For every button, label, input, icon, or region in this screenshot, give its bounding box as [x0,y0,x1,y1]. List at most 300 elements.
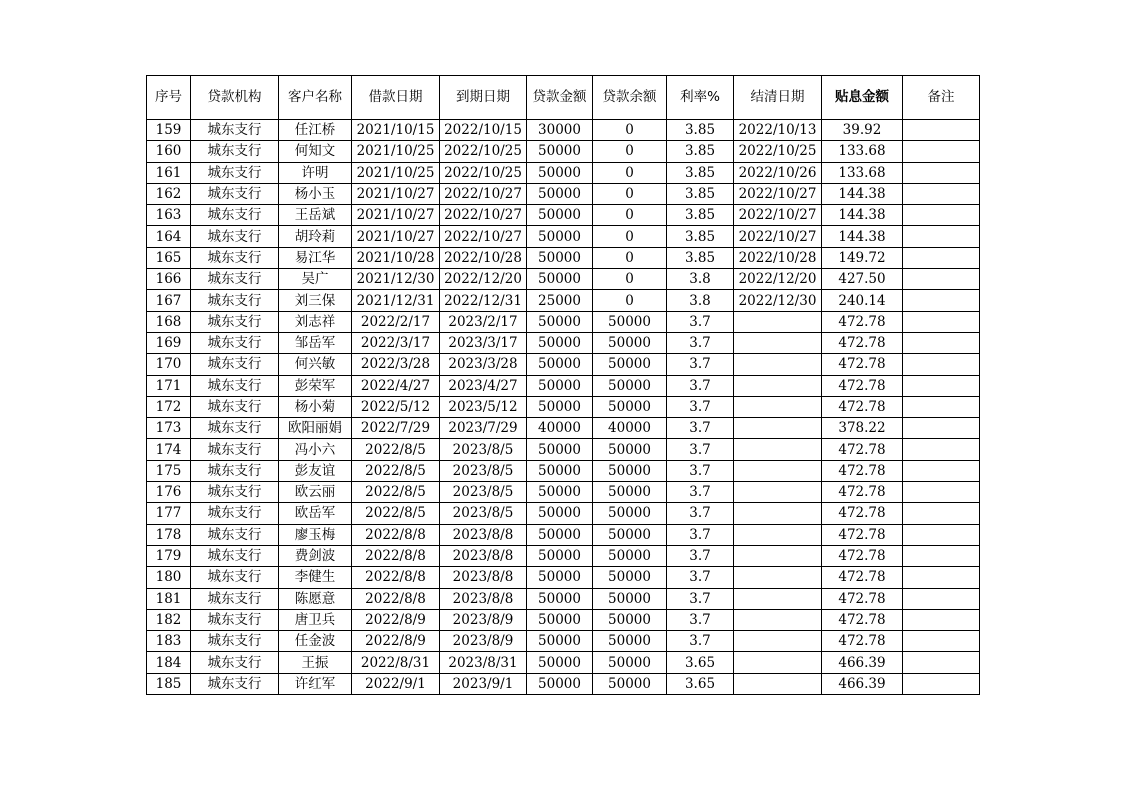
subsidy-cell: 472.78 [822,375,903,396]
col-header-due-date: 到期日期 [440,76,527,120]
lender-cell: 城东支行 [191,524,279,545]
customer-cell: 欧阳丽娟 [279,418,352,439]
due-date-cell: 2023/8/9 [440,609,527,630]
settle-date-cell [734,311,822,332]
subsidy-cell: 472.78 [822,588,903,609]
due-date-cell: 2023/8/8 [440,545,527,566]
rate-cell: 3.7 [667,567,734,588]
index-cell: 167 [147,290,191,311]
loan-amount-cell: 50000 [527,311,593,332]
lender-cell: 城东支行 [191,141,279,162]
subsidy-cell: 472.78 [822,567,903,588]
customer-cell: 杨小玉 [279,183,352,204]
loan-date-cell: 2021/12/30 [352,269,440,290]
header-row [147,76,980,120]
loan-amount-cell: 50000 [527,631,593,652]
settle-date-cell [734,503,822,524]
remark-cell [903,162,980,183]
balance-cell: 50000 [593,652,667,673]
remark-cell [903,609,980,630]
subsidy-cell: 472.78 [822,332,903,353]
customer-cell: 吴广 [279,269,352,290]
index-cell: 169 [147,332,191,353]
table-row [147,354,980,375]
customer-cell: 许明 [279,162,352,183]
loan-date-cell: 2022/9/1 [352,673,440,694]
rate-cell: 3.7 [667,396,734,417]
loan-date-cell: 2022/8/5 [352,460,440,481]
loan-date-cell: 2022/7/29 [352,418,440,439]
remark-cell [903,205,980,226]
subsidy-cell: 472.78 [822,396,903,417]
lender-cell: 城东支行 [191,183,279,204]
lender-cell: 城东支行 [191,439,279,460]
settle-date-cell: 2022/10/26 [734,162,822,183]
remark-cell [903,631,980,652]
due-date-cell: 2023/3/17 [440,332,527,353]
index-cell: 160 [147,141,191,162]
index-cell: 166 [147,269,191,290]
remark-cell [903,588,980,609]
index-cell: 181 [147,588,191,609]
settle-date-cell: 2022/10/27 [734,205,822,226]
rate-cell: 3.7 [667,460,734,481]
settle-date-cell [734,439,822,460]
remark-cell [903,141,980,162]
loan-subsidy-table [146,75,980,695]
rate-cell: 3.8 [667,269,734,290]
due-date-cell: 2022/12/20 [440,269,527,290]
loan-amount-cell: 50000 [527,545,593,566]
rate-cell: 3.7 [667,503,734,524]
table-row [147,609,980,630]
loan-amount-cell: 50000 [527,673,593,694]
balance-cell: 50000 [593,609,667,630]
loan-amount-cell: 50000 [527,439,593,460]
subsidy-cell: 144.38 [822,183,903,204]
customer-cell: 李健生 [279,567,352,588]
remark-cell [903,396,980,417]
loan-amount-cell: 40000 [527,418,593,439]
rate-cell: 3.85 [667,205,734,226]
due-date-cell: 2022/10/27 [440,183,527,204]
balance-cell: 50000 [593,588,667,609]
due-date-cell: 2022/10/25 [440,141,527,162]
due-date-cell: 2023/8/8 [440,567,527,588]
loan-amount-cell: 50000 [527,460,593,481]
table-row [147,396,980,417]
loan-amount-cell: 50000 [527,609,593,630]
rate-cell: 3.8 [667,290,734,311]
lender-cell: 城东支行 [191,396,279,417]
table-row [147,120,980,141]
rate-cell: 3.85 [667,247,734,268]
loan-amount-cell: 50000 [527,226,593,247]
remark-cell [903,418,980,439]
loan-date-cell: 2022/2/17 [352,311,440,332]
lender-cell: 城东支行 [191,226,279,247]
table-row [147,290,980,311]
rate-cell: 3.7 [667,631,734,652]
table-row [147,460,980,481]
loan-amount-cell: 50000 [527,269,593,290]
loan-amount-cell: 50000 [527,567,593,588]
lender-cell: 城东支行 [191,269,279,290]
settle-date-cell [734,375,822,396]
col-header-settle-date: 结清日期 [734,76,822,120]
col-header-rate: 利率% [667,76,734,120]
customer-cell: 杨小菊 [279,396,352,417]
settle-date-cell [734,588,822,609]
due-date-cell: 2022/10/27 [440,205,527,226]
remark-cell [903,375,980,396]
balance-cell: 50000 [593,354,667,375]
col-header-remark: 备注 [903,76,980,120]
index-cell: 171 [147,375,191,396]
settle-date-cell [734,332,822,353]
remark-cell [903,120,980,141]
lender-cell: 城东支行 [191,460,279,481]
remark-cell [903,226,980,247]
loan-date-cell: 2022/3/28 [352,354,440,375]
col-header-subsidy: 贴息金额 [822,76,903,120]
index-cell: 173 [147,418,191,439]
settle-date-cell [734,482,822,503]
customer-cell: 胡玲莉 [279,226,352,247]
loan-amount-cell: 50000 [527,375,593,396]
settle-date-cell [734,524,822,545]
customer-cell: 费剑波 [279,545,352,566]
table-row [147,269,980,290]
remark-cell [903,673,980,694]
customer-cell: 任江桥 [279,120,352,141]
subsidy-cell: 472.78 [822,524,903,545]
loan-date-cell: 2021/10/27 [352,226,440,247]
loan-date-cell: 2022/8/8 [352,588,440,609]
index-cell: 182 [147,609,191,630]
table-row [147,247,980,268]
subsidy-cell: 472.78 [822,354,903,375]
due-date-cell: 2023/8/31 [440,652,527,673]
rate-cell: 3.7 [667,375,734,396]
customer-cell: 彭友谊 [279,460,352,481]
lender-cell: 城东支行 [191,673,279,694]
remark-cell [903,247,980,268]
loan-date-cell: 2021/10/27 [352,205,440,226]
lender-cell: 城东支行 [191,311,279,332]
table-row [147,652,980,673]
rate-cell: 3.7 [667,332,734,353]
loan-date-cell: 2021/10/15 [352,120,440,141]
balance-cell: 0 [593,205,667,226]
due-date-cell: 2023/8/8 [440,524,527,545]
settle-date-cell [734,545,822,566]
customer-cell: 何兴敏 [279,354,352,375]
loan-amount-cell: 50000 [527,162,593,183]
rate-cell: 3.7 [667,418,734,439]
index-cell: 164 [147,226,191,247]
rate-cell: 3.85 [667,162,734,183]
loan-amount-cell: 50000 [527,652,593,673]
subsidy-cell: 472.78 [822,631,903,652]
lender-cell: 城东支行 [191,418,279,439]
index-cell: 172 [147,396,191,417]
loan-amount-cell: 50000 [527,503,593,524]
subsidy-cell: 133.68 [822,141,903,162]
rate-cell: 3.7 [667,545,734,566]
lender-cell: 城东支行 [191,290,279,311]
customer-cell: 刘志祥 [279,311,352,332]
balance-cell: 0 [593,183,667,204]
rate-cell: 3.85 [667,183,734,204]
index-cell: 162 [147,183,191,204]
subsidy-cell: 472.78 [822,503,903,524]
loan-amount-cell: 50000 [527,354,593,375]
settle-date-cell: 2022/10/13 [734,120,822,141]
table-row [147,524,980,545]
rate-cell: 3.65 [667,673,734,694]
index-cell: 177 [147,503,191,524]
customer-cell: 邹岳军 [279,332,352,353]
due-date-cell: 2023/8/9 [440,631,527,652]
balance-cell: 0 [593,141,667,162]
remark-cell [903,439,980,460]
loan-amount-cell: 50000 [527,524,593,545]
settle-date-cell [734,396,822,417]
balance-cell: 50000 [593,503,667,524]
subsidy-cell: 133.68 [822,162,903,183]
index-cell: 183 [147,631,191,652]
table-row [147,311,980,332]
subsidy-cell: 472.78 [822,439,903,460]
customer-cell: 王岳斌 [279,205,352,226]
loan-amount-cell: 50000 [527,332,593,353]
rate-cell: 3.7 [667,588,734,609]
index-cell: 170 [147,354,191,375]
settle-date-cell: 2022/12/20 [734,269,822,290]
subsidy-cell: 39.92 [822,120,903,141]
subsidy-cell: 149.72 [822,247,903,268]
subsidy-cell: 472.78 [822,609,903,630]
lender-cell: 城东支行 [191,482,279,503]
settle-date-cell [734,609,822,630]
loan-amount-cell: 50000 [527,396,593,417]
index-cell: 163 [147,205,191,226]
lender-cell: 城东支行 [191,503,279,524]
due-date-cell: 2023/2/17 [440,311,527,332]
balance-cell: 50000 [593,332,667,353]
balance-cell: 0 [593,247,667,268]
customer-cell: 易江华 [279,247,352,268]
index-cell: 168 [147,311,191,332]
balance-cell: 50000 [593,396,667,417]
loan-amount-cell: 50000 [527,141,593,162]
loan-date-cell: 2022/8/8 [352,567,440,588]
customer-cell: 廖玉梅 [279,524,352,545]
balance-cell: 50000 [593,311,667,332]
customer-cell: 刘三保 [279,290,352,311]
balance-cell: 50000 [593,545,667,566]
loan-date-cell: 2022/8/8 [352,524,440,545]
index-cell: 161 [147,162,191,183]
lender-cell: 城东支行 [191,567,279,588]
table-row [147,375,980,396]
due-date-cell: 2023/8/5 [440,503,527,524]
table-row [147,162,980,183]
due-date-cell: 2023/4/27 [440,375,527,396]
remark-cell [903,652,980,673]
due-date-cell: 2023/9/1 [440,673,527,694]
loan-date-cell: 2022/8/31 [352,652,440,673]
loan-amount-cell: 25000 [527,290,593,311]
balance-cell: 0 [593,269,667,290]
balance-cell: 50000 [593,673,667,694]
subsidy-cell: 144.38 [822,226,903,247]
settle-date-cell: 2022/10/27 [734,226,822,247]
due-date-cell: 2023/8/8 [440,588,527,609]
due-date-cell: 2023/8/5 [440,482,527,503]
table-row [147,205,980,226]
subsidy-cell: 466.39 [822,652,903,673]
remark-cell [903,524,980,545]
subsidy-cell: 472.78 [822,460,903,481]
settle-date-cell: 2022/10/28 [734,247,822,268]
lender-cell: 城东支行 [191,205,279,226]
loan-date-cell: 2022/4/27 [352,375,440,396]
subsidy-cell: 472.78 [822,482,903,503]
remark-cell [903,290,980,311]
due-date-cell: 2022/12/31 [440,290,527,311]
index-cell: 159 [147,120,191,141]
balance-cell: 50000 [593,460,667,481]
due-date-cell: 2022/10/27 [440,226,527,247]
subsidy-cell: 472.78 [822,311,903,332]
rate-cell: 3.65 [667,652,734,673]
lender-cell: 城东支行 [191,120,279,141]
settle-date-cell [734,652,822,673]
col-header-lender: 贷款机构 [191,76,279,120]
lender-cell: 城东支行 [191,652,279,673]
loan-amount-cell: 50000 [527,588,593,609]
col-header-index: 序号 [147,76,191,120]
subsidy-cell: 378.22 [822,418,903,439]
index-cell: 179 [147,545,191,566]
settle-date-cell [734,418,822,439]
settle-date-cell [734,354,822,375]
col-header-balance: 贷款余额 [593,76,667,120]
subsidy-cell: 466.39 [822,673,903,694]
index-cell: 174 [147,439,191,460]
loan-date-cell: 2022/5/12 [352,396,440,417]
loan-amount-cell: 50000 [527,482,593,503]
loan-date-cell: 2022/8/8 [352,545,440,566]
table-row [147,141,980,162]
subsidy-cell: 144.38 [822,205,903,226]
subsidy-cell: 240.14 [822,290,903,311]
customer-cell: 何知文 [279,141,352,162]
table-row [147,418,980,439]
customer-cell: 许红军 [279,673,352,694]
loan-date-cell: 2022/8/5 [352,482,440,503]
customer-cell: 陈愿意 [279,588,352,609]
balance-cell: 50000 [593,631,667,652]
remark-cell [903,311,980,332]
customer-cell: 彭荣军 [279,375,352,396]
loan-date-cell: 2021/10/27 [352,183,440,204]
col-header-customer: 客户名称 [279,76,352,120]
remark-cell [903,503,980,524]
rate-cell: 3.7 [667,609,734,630]
remark-cell [903,545,980,566]
rate-cell: 3.7 [667,482,734,503]
remark-cell [903,482,980,503]
due-date-cell: 2023/7/29 [440,418,527,439]
rate-cell: 3.85 [667,226,734,247]
index-cell: 165 [147,247,191,268]
subsidy-cell: 472.78 [822,545,903,566]
balance-cell: 50000 [593,567,667,588]
due-date-cell: 2022/10/28 [440,247,527,268]
loan-date-cell: 2021/10/25 [352,162,440,183]
lender-cell: 城东支行 [191,545,279,566]
customer-cell: 冯小六 [279,439,352,460]
balance-cell: 50000 [593,375,667,396]
rate-cell: 3.7 [667,311,734,332]
due-date-cell: 2022/10/25 [440,162,527,183]
loan-date-cell: 2022/8/9 [352,631,440,652]
loan-amount-cell: 50000 [527,183,593,204]
table-row [147,588,980,609]
remark-cell [903,567,980,588]
customer-cell: 欧岳军 [279,503,352,524]
loan-amount-cell: 30000 [527,120,593,141]
balance-cell: 0 [593,120,667,141]
balance-cell: 50000 [593,439,667,460]
lender-cell: 城东支行 [191,247,279,268]
table-row [147,183,980,204]
customer-cell: 欧云丽 [279,482,352,503]
due-date-cell: 2023/8/5 [440,460,527,481]
lender-cell: 城东支行 [191,631,279,652]
due-date-cell: 2023/5/12 [440,396,527,417]
due-date-cell: 2023/3/28 [440,354,527,375]
index-cell: 175 [147,460,191,481]
balance-cell: 0 [593,290,667,311]
table-body [147,120,980,695]
loan-amount-cell: 50000 [527,247,593,268]
remark-cell [903,332,980,353]
col-header-loan-date: 借款日期 [352,76,440,120]
remark-cell [903,354,980,375]
loan-date-cell: 2022/8/5 [352,439,440,460]
rate-cell: 3.7 [667,439,734,460]
subsidy-cell: 427.50 [822,269,903,290]
index-cell: 185 [147,673,191,694]
balance-cell: 40000 [593,418,667,439]
rate-cell: 3.85 [667,120,734,141]
balance-cell: 50000 [593,524,667,545]
loan-date-cell: 2022/8/9 [352,609,440,630]
table-row [147,545,980,566]
settle-date-cell [734,631,822,652]
index-cell: 180 [147,567,191,588]
index-cell: 178 [147,524,191,545]
rate-cell: 3.7 [667,524,734,545]
loan-date-cell: 2021/10/28 [352,247,440,268]
due-date-cell: 2023/8/5 [440,439,527,460]
balance-cell: 0 [593,162,667,183]
balance-cell: 50000 [593,482,667,503]
